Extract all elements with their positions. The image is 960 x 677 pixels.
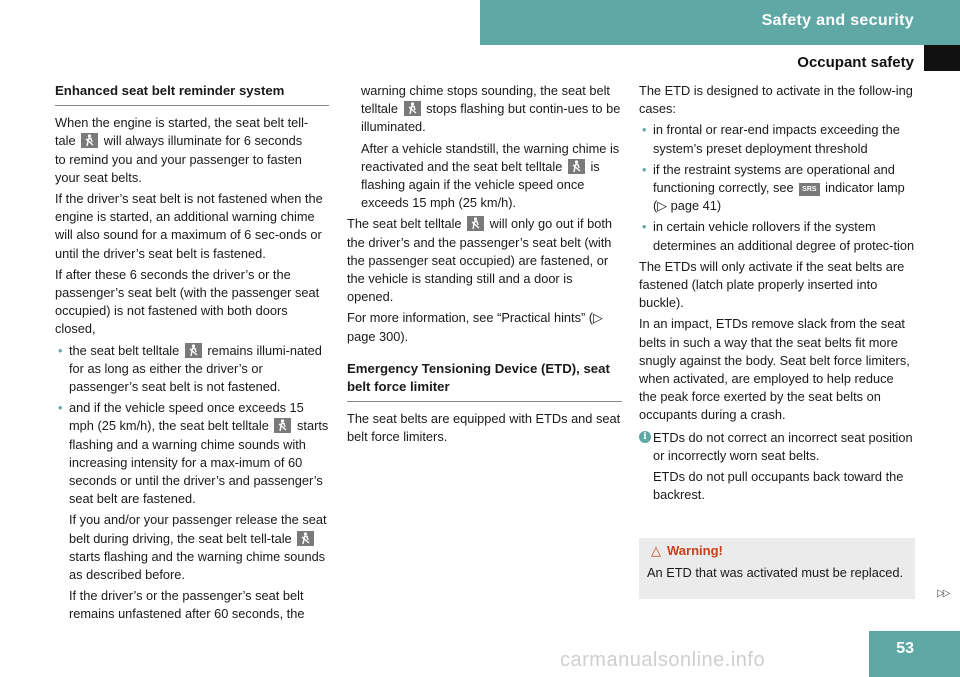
heading-seat-belt-reminder: Enhanced seat belt reminder system	[55, 82, 329, 106]
warning-box	[639, 538, 915, 599]
list-item	[639, 121, 915, 157]
text: and if the vehicle speed once exceeds 15 mph (25 km/h), the seat belt telltale	[69, 400, 304, 434]
page-number-box	[869, 631, 960, 677]
watermark: carmanualsonline.info	[560, 649, 766, 671]
bullet-icon: •	[58, 342, 63, 358]
text: to remind you and your passenger to fasten	[55, 151, 302, 167]
info-icon: i	[639, 431, 651, 443]
indented-paragraph	[347, 140, 622, 213]
text: warning chime stops sounding, the seat belt telltale	[361, 83, 610, 117]
section-header-bar	[480, 0, 960, 45]
paragraph	[55, 114, 329, 187]
seat-belt-telltale-icon	[274, 418, 291, 433]
seat-belt-telltale-icon	[297, 531, 314, 546]
continue-arrows-icon: ▷▷	[937, 588, 949, 599]
indented-paragraph: If the driver’s or the passenger’s seat belt remains unfastened after 60 seconds, the	[69, 588, 305, 622]
indented-paragraph	[55, 511, 329, 584]
text: will always illuminate for 6 seconds	[103, 133, 303, 149]
paragraph	[347, 215, 622, 306]
text: in certain vehicle rollovers if the system determines an additional degree of protec-tion	[653, 219, 915, 253]
text: After a vehicle standstill, the warning chime is reactivated and the seat belt telltale	[361, 140, 620, 174]
seat-belt-telltale-icon	[568, 159, 585, 174]
seat-belt-telltale-icon	[404, 101, 421, 116]
text: if the restraint systems are operational and functioning correctly, see	[653, 161, 895, 196]
paragraph: The seat belts are equipped with ETDs and seat belt force limiters.	[347, 411, 621, 445]
text: in frontal or rear-end impacts exceeding the system’s preset deployment threshold	[653, 122, 900, 156]
indented-paragraph	[347, 82, 622, 137]
text: ETDs do not correct an incorrect seat position or incorrectly worn seat belts.	[653, 429, 913, 463]
text: stops flashing but contin-ues to be illuminated.	[361, 101, 621, 135]
bullet-icon: •	[642, 219, 647, 235]
column-3	[639, 82, 915, 507]
text: the seat belt telltale	[69, 342, 180, 358]
bullet-icon: •	[642, 122, 647, 138]
list-item	[55, 342, 329, 397]
text: When the engine is started, the seat belt tell-	[55, 115, 309, 131]
seat-belt-telltale-icon	[81, 133, 98, 148]
list-item	[55, 399, 329, 508]
text: is flashing again if the vehicle speed once exceeds 15 mph (25 km/h).	[361, 158, 600, 211]
warning-body: An ETD that was activated must be replaced.	[647, 565, 904, 580]
bullet-icon: •	[58, 400, 63, 416]
paragraph: If after these 6 seconds the driver’s or the passenger’s seat belt (with the passenger seat occupied) is not fastened with both doors closed,	[55, 266, 320, 337]
seat-belt-telltale-icon	[467, 216, 484, 231]
text: starts flashing and the warning chime sounds as described before.	[69, 548, 326, 583]
column-2	[347, 82, 622, 450]
bullet-icon: •	[642, 161, 647, 177]
text: will only go out if both the driver’s and the passenger’s seat belt (with the passenger seat occupied) are fastened, or the vehicle is standing still and a door is opened.	[347, 216, 613, 305]
text: tale	[55, 133, 76, 149]
section-title: Safety and security	[761, 12, 914, 29]
subsection-title: Occupant safety	[797, 54, 914, 71]
column-1	[55, 82, 329, 627]
heading-etd: Emergency Tensioning Device (ETD), seat belt force limiter	[347, 360, 622, 402]
text: your seat belts.	[55, 169, 142, 185]
list-item	[639, 161, 915, 216]
seat-belt-telltale-icon	[185, 343, 202, 358]
paragraph: The ETD is designed to activate in the follow-ing cases:	[639, 83, 913, 117]
warning-triangle-icon: △	[651, 543, 661, 558]
paragraph: For more information, see “Practical hints” (▷ page 300).	[347, 310, 603, 344]
paragraph: If the driver’s seat belt is not fastened when the engine is started, an additional warning chime will also sound for a maximum of 6 sec-onds or until the driver’s seat belt is fastened.	[55, 191, 323, 261]
text: Warning!	[667, 543, 723, 558]
info-note	[639, 429, 915, 465]
text: If you and/or your passenger release the seat belt during driving, the seat belt tell-tale	[69, 512, 327, 546]
text: The seat belt telltale	[347, 216, 462, 232]
chapter-tab	[924, 45, 960, 71]
indented-paragraph: ETDs do not pull occupants back toward the backrest.	[653, 469, 904, 503]
text: remains illumi-nated for as long as either the driver’s or passenger’s seat belt is not fastened.	[69, 342, 322, 395]
paragraph: The ETDs will only activate if the seat belts are fastened (latch plate properly inserted into buckle).	[639, 258, 905, 311]
text: indicator lamp (▷ page 41)	[653, 180, 905, 214]
list-item	[639, 218, 915, 254]
srs-indicator-icon: SRS	[799, 183, 819, 196]
warning-title	[651, 543, 723, 559]
text: starts flashing and a warning chime sounds with increasing intensity for a max-imum of 60 seconds or until the driver’s and passenger’s seat belt are fastened.	[69, 418, 329, 507]
paragraph: In an impact, ETDs remove slack from the seat belts in such a way that the seat belts fit more snugly against the body. Seat belt force limiters, when activated, are employed to help reduce the peak force exerted by the seat belts on occupants during a crash.	[639, 316, 910, 423]
page-number: 53	[896, 640, 914, 657]
